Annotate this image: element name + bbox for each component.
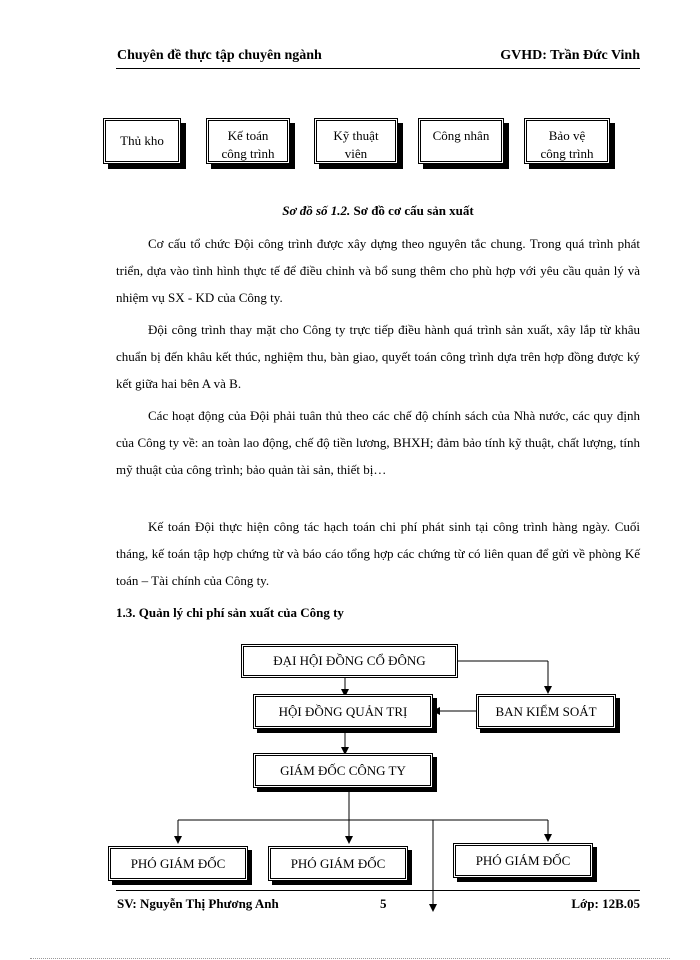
box-label: công trình xyxy=(221,146,275,161)
box-label: Thủ kho xyxy=(120,133,164,148)
org-box-director xyxy=(253,753,433,788)
org-box-supervisory xyxy=(476,694,616,729)
org-box-deputy-1 xyxy=(108,846,248,881)
footer-student: SV: Nguyễn Thị Phương Anh xyxy=(117,896,279,911)
box-label: Công nhân xyxy=(432,128,490,143)
paragraph: Đội công trình thay mặt cho Công ty trực tiếp điều hành quá trình sản xuất, xây lắp từ khâu chuẩn bị đến khâu kết thúc, nghiệm thu, bàn giao, quyết toán công trình dựa trên hợp đồng được ký kết giữa hai bên A và B. xyxy=(116,322,640,391)
section-heading: 1.3. Quản lý chi phí sản xuất của Công ty xyxy=(116,605,344,620)
org-box-board xyxy=(253,694,433,729)
footer-page-number: 5 xyxy=(380,896,387,911)
paragraph: Cơ cấu tổ chức Đội công trình được xây dựng theo nguyên tắc chung. Trong quá trình phát triển, dựa vào tình hình thực tế để điều chỉnh và bổ sung thêm cho phù hợp với yêu cầu quản lý và nhiệm vụ SX - KD của Công ty. xyxy=(116,236,640,305)
org-box-label: ĐẠI HỘI ĐỒNG CỔ ĐÔNG xyxy=(273,653,426,668)
org-box-label: PHÓ GIÁM ĐỐC xyxy=(290,855,386,871)
caption-label: Sơ đồ số 1.2. xyxy=(282,203,351,218)
paragraph: Các hoạt động của Đội phải tuân thủ theo các chế độ chính sách của Nhà nước, các quy định của Công ty về: an toàn lao động, chế độ tiền lương, BHXH; đảm bảo tính kỹ thuật, chất lượng, tính mỹ thuật của công trình; bảo quản tài sản, thiết bị… xyxy=(116,408,640,477)
box-label: Kỹ thuật xyxy=(333,128,379,143)
box-label: Bảo vệ xyxy=(548,128,586,143)
caption-title: Sơ đồ cơ cấu sản xuất xyxy=(353,203,474,218)
footer-class: Lớp: 12B.05 xyxy=(571,896,640,911)
header-title: Chuyên đề thực tập chuyên ngành xyxy=(117,48,322,63)
box-label: Kế toán xyxy=(227,128,269,143)
org-box-label: PHÓ GIÁM ĐỐC xyxy=(475,852,571,868)
org-box-shareholders xyxy=(241,644,458,678)
org-box-deputy-2 xyxy=(268,846,408,881)
paragraph: Kế toán Đội thực hiện công tác hạch toán chi phí phát sinh tại công trình hàng ngày. Cuối tháng, kế toán tập hợp chứng từ và báo cáo tổng hợp các chứng từ có liên quan để gửi về phòng Kế toán – Tài chính của Công ty. xyxy=(116,519,640,588)
org-box-label: HỘI ĐỒNG QUẢN TRỊ xyxy=(278,703,408,719)
org-box-label: PHÓ GIÁM ĐỐC xyxy=(130,855,226,871)
box-label: viên xyxy=(344,146,368,161)
org-box-label: GIÁM ĐỐC CÔNG TY xyxy=(280,762,406,778)
page-bottom-divider xyxy=(30,958,670,959)
org-box-deputy-3 xyxy=(453,843,593,878)
org-box-label: BAN KIỂM SOÁT xyxy=(495,703,597,719)
box-label: công trình xyxy=(540,146,594,161)
header-supervisor: GVHD: Trần Đức Vinh xyxy=(500,48,640,63)
footer-rule xyxy=(116,890,640,891)
